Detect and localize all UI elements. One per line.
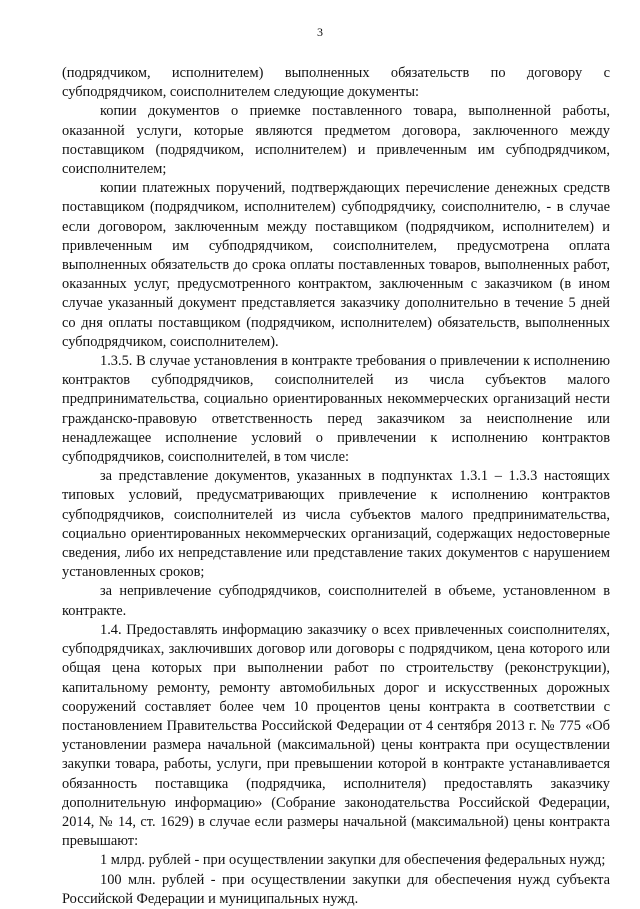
- paragraph-regional-needs: 100 млн. рублей - при осуществлении закупки для обеспечения нужд субъекта Российской Федерации и муниципальных нужд.: [62, 871, 610, 907]
- paragraph-1-3-5: 1.3.5. В случае установления в контракте требования о привлечении к исполнению контрактов субподрядчиков, соисполнителей из числа субъектов малого предпринимательства, социально ориентированных некоммерческих организаций нести гражданско-правовую ответственность перед заказчиком за неисполнение или ненадлежащее исполнение условий о привлечении к исполнению контрактов субподрядчиков, соисполнителей, в том числе:: [62, 353, 610, 466]
- page-number: 3: [317, 25, 323, 39]
- paragraph-non-engagement: за непривлечение субподрядчиков, соисполнителей в объеме, установленном в контракте.: [62, 583, 610, 619]
- paragraph-continuation: (подрядчиком, исполнителем) выполненных обязательств по договору с субподрядчиком, соисполнителем следующие документы:: [62, 65, 610, 101]
- paragraph-payment-orders: копии платежных поручений, подтверждающих перечисление денежных средств поставщиком (подрядчиком, исполнителем) субподрядчику, соисполнителю, - в случае если договором, заключенным между поставщиком (подрядчиком, исполнителем) и привлеченным им субподрядчиком, соисполнителем, предусмотрена оплата выполненных обязательств до срока оплаты поставленных товаров, выполненных работ, оказанных услуг, предусмотренного контрактом, заключенным с заказчиком (в ином случае указанный документ представляется заказчику дополнительно в течение 5 дней со дня оплаты поставщиком (подрядчиком, исполнителем) обязательств, выполненных субподрядчиком, соисполнителем).: [62, 180, 610, 350]
- paragraph-federal-needs: 1 млрд. рублей - при осуществлении закупки для обеспечения федеральных нужд;: [100, 852, 606, 869]
- document-body: [62, 64, 610, 909]
- paragraph-acceptance-documents: копии документов о приемке поставленного товара, выполненной работы, оказанной услуги, которые являются предметом договора, заключенного между поставщиком (подрядчиком, исполнителем) и привлеченным им субподрядчиком, соисполнителем;: [62, 103, 610, 178]
- paragraph-1-4: 1.4. Предоставлять информацию заказчику о всех привлеченных соисполнителях, субподрядчиках, заключивших договор или договоры с подрядчиком, цена которого или общая цена которых при выполнении работ по строительству (реконструкции), капитальному ремонту, ремонту автомобильных дорог и искусственных дорожных сооружений составляет более чем 10 процентов цены контракта в соответствии с постановлением Правительства Российской Федерации от 4 сентября 2013 г. № 775 «Об установлении размера начальной (максимальной) цены контракта при осуществлении закупки товара, работы, услуги, при превышении которой в контракте устанавливается обязанность поставщика (подрядчика, исполнителя) предоставлять заказчику дополнительную информацию» (Собрание законодательства Российской Федерации, 2014, № 14, ст. 1629) в случае если размеры начальной (максимальной) цены контракта превышают:: [62, 621, 610, 850]
- paragraph-false-documents: за представление документов, указанных в подпунктах 1.3.1 – 1.3.3 настоящих типовых условий, предусматривающих привлечение к исполнению контрактов субподрядчиков, соисполнителей из числа субъектов малого предпринимательства, социально ориентированных некоммерческих организаций, содержащих недостоверные сведения, либо их непредставление или представление таких документов с нарушением установленных сроков;: [62, 468, 610, 581]
